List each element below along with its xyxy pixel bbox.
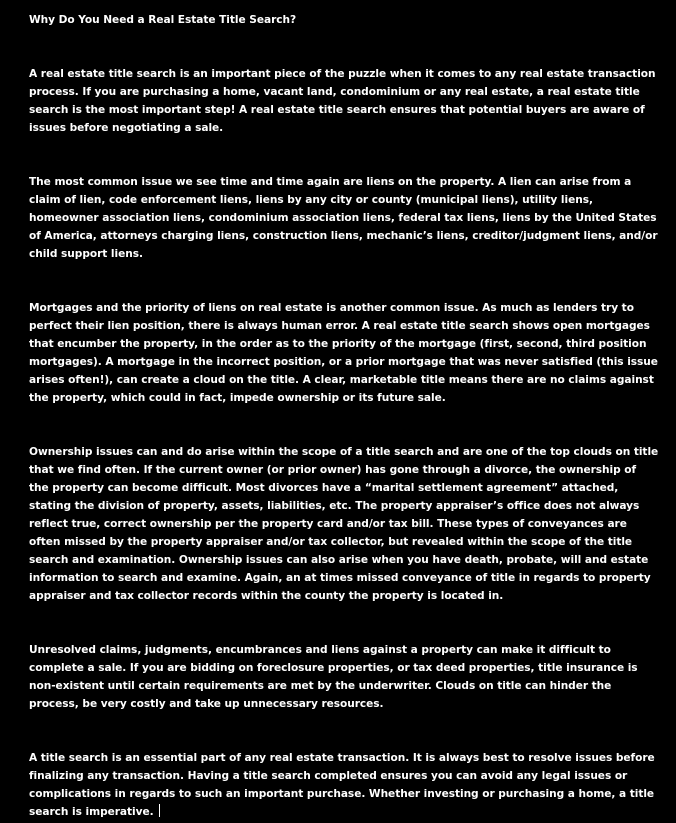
paragraph-liens: The most common issue we see time and time again are liens on the property. A lien can arise from a claim of lien, code enforcement liens, liens by any city or county (municipal liens), utility liens, homeowner association liens, condominium association liens, federal tax liens, liens by the United States of America, attorneys charging liens, construction liens, mechanic’s liens, creditor/judgment liens, and/or child support liens.: [29, 176, 658, 260]
text-cursor: [159, 804, 160, 817]
blank-line: [29, 137, 659, 173]
blank-line: [29, 263, 659, 299]
paragraph-mortgages: Mortgages and the priority of liens on real estate is another common issue. As much as lenders try to perfect their lien position, there is always human error. A real estate title search shows open mortgages that encumber the property, in the order as to the priority of the mortgage (first, second, third position mortgages). A mortgage in the incorrect position, or a prior mortgage that was never satisfied (this issue arises often!), can create a cloud on the title. A clear, marketable title means there are no claims against the property, which could in fact, impede ownership or its future sale.: [29, 302, 658, 404]
blank-line: [29, 713, 659, 749]
blank-line: [29, 407, 659, 443]
paragraph-conclusion: [29, 749, 659, 821]
paragraph-intro: A real estate title search is an important piece of the puzzle when it comes to any real estate transaction process. If you are purchasing a home, vacant land, condominium or any real estate, a real estate title search is the most important step! A real estate title search ensures that potential buyers are aware of issues before negotiating a sale.: [29, 68, 656, 134]
paragraph-ownership: Ownership issues can and do arise within the scope of a title search and are one of the top clouds on title that we find often. If the current owner (or prior owner) has gone through a divorce, the ownership of the property can become difficult. Most divorces have a “marital settlement agreement” attached, stating the division of property, assets, liabilities, etc. The property appraiser’s office does not always reflect true, correct ownership per the property card and/or tax bill. These types of conveyances are often missed by the property appraiser and/or tax collector, but revealed within the scope of the title search and examination. Ownership issues can also arise when you have death, probate, will and estate information to search and examine. Again, an at times missed conveyance of title in regards to property appraiser and tax collector records within the county the property is located in.: [29, 446, 659, 602]
blank-line: [29, 29, 659, 65]
paragraph-conclusion-text: A title search is an essential part of any real estate transaction. It is always best to resolve issues before finalizing any transaction. Having a title search completed ensures you can avoid any legal issues or complications in regards to such an important purchase. Whether investing or purchasing a home, a title search is imperative.: [29, 752, 655, 818]
document-body[interactable]: [29, 11, 659, 821]
document-title: Why Do You Need a Real Estate Title Search?: [29, 14, 297, 26]
paragraph-unresolved-claims: Unresolved claims, judgments, encumbrances and liens against a property can make it difficult to complete a sale. If you are bidding on foreclosure properties, or tax deed properties, title insurance is non-existent until certain requirements are met by the underwriter. Clouds on title can hinder the process, be very costly and take up unnecessary resources.: [29, 644, 638, 710]
blank-line: [29, 605, 659, 641]
